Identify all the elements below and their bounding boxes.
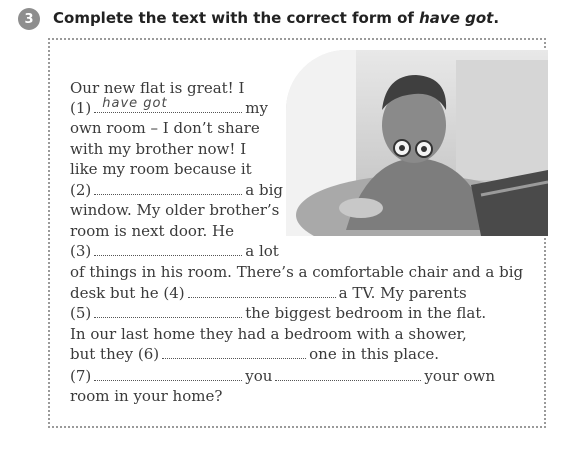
text-line-11: desk but he (4) a TV. My parents [70,284,467,302]
text-line-1: Our new flat is great! I [70,79,245,97]
text-line-12: (5) the biggest bedroom in the flat. [70,304,487,322]
text-line-2: (1) have got my [70,96,268,117]
text-line-5: like my room because it [70,160,252,178]
gap-7a[interactable] [94,367,242,381]
text-line-3: own room – I don’t share [70,119,260,137]
title-emphasis: have got [419,9,494,27]
gap-7b[interactable] [275,367,421,381]
exercise-title [53,9,499,27]
text-line-10: of things in his room. There’s a comfortable chair and a big [70,263,524,281]
title-suffix: . [493,9,500,27]
photo-illustration [286,50,548,236]
exercise-number-badge [18,8,40,30]
text-line-7: window. My older brother’s [70,201,280,219]
gap-3[interactable] [94,242,242,256]
text-line-15: (7) you your own [70,367,496,385]
text-line-16: room in your home? [70,387,223,405]
text-line-6: (2) a big [70,181,283,199]
text-line-4: with my brother now! I [70,140,247,158]
title-prefix: Complete the text with the correct form of [53,9,420,27]
exercise-number: 3 [24,11,34,27]
gap-5[interactable] [94,304,242,318]
photo-boy-with-headphones [286,50,548,236]
text-line-13: In our last home they had a bedroom with a shower, [70,325,467,343]
text-line-9: (3) a lot [70,242,279,260]
example-answer-handwritten: have got [102,96,168,111]
text-line-8: room is next door. He [70,222,234,240]
gap-4[interactable] [188,284,336,298]
gap-2[interactable] [94,181,242,195]
text-line-14: but they (6) one in this place. [70,345,440,363]
gap-6[interactable] [162,345,306,359]
